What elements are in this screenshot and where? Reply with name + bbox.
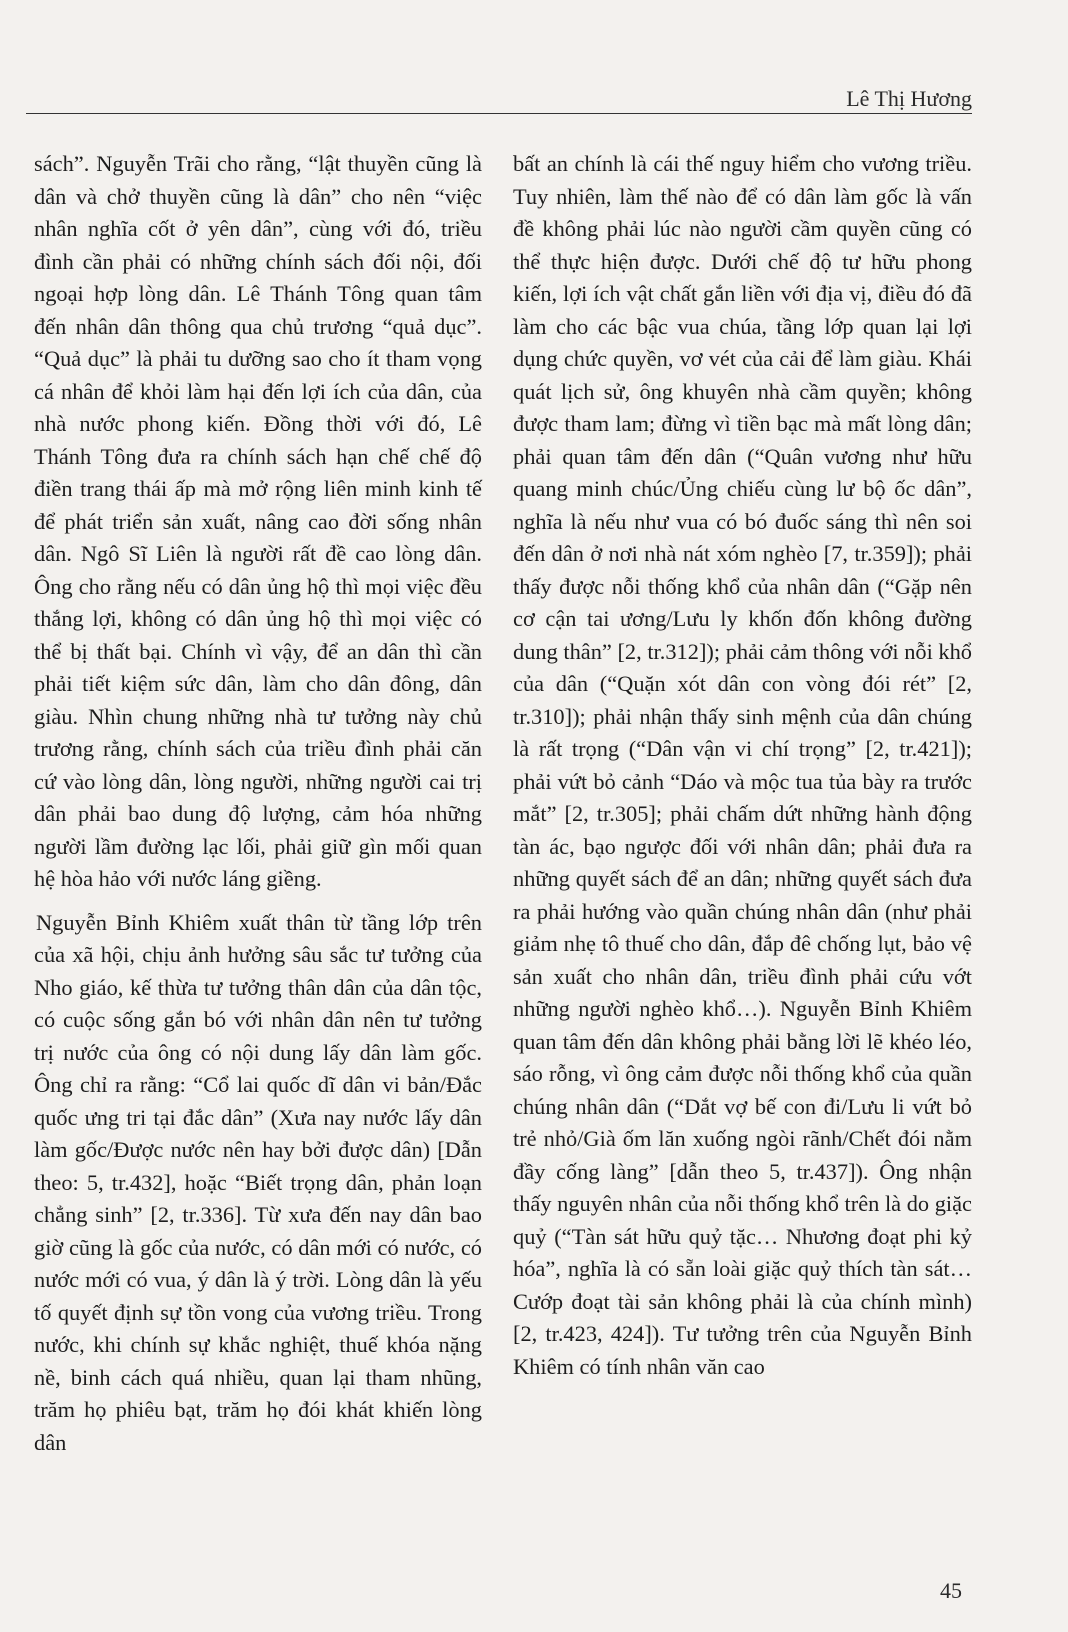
right-paragraph-1: bất an chính là cái thế nguy hiểm cho vương triều. Tuy nhiên, làm thế nào để có dân làm gốc là vấn đề không phải lúc nào người cầm quyền cũng có thể thực hiện được. Dưới chế độ tư hữu phong kiến, lợi ích vật chất gắn liền với địa vị, điều đó đã làm cho các bậc vua chúa, tầng lớp quan lại lợi dụng chức quyền, vơ vét của cải để làm giàu. Khái quát lịch sử, ông khuyên nhà cầm quyền; không được tham lam; đừng vì tiền bạc mà mất lòng dân; phải quan tâm đến dân (“Quân vương như hữu quang minh chúc/Ủng chiếu cùng lư bộ ốc dân”, nghĩa là nếu như vua có bó đuốc sáng thì nên soi đến dân ở nơi nhà nát xóm nghèo [7, tr.359]); phải thấy được nỗi thống khổ của nhân dân (“Gặp nên cơ cận tai ương/Lưu ly khốn đốn không đường dung thân” [2, tr.312]); phải cảm thông với nỗi khổ của dân (“Quặn xót dân con vòng đói rét” [2, tr.310]); phải nhận thấy sinh mệnh của dân chúng là rất trọng (“Dân vận vi chí trọng” [2, tr.421]); phải vứt bỏ cảnh “Dáo và mộc tua tủa bày ra trước mắt” [2, tr.305]; phải chấm dứt những hành động tàn ác, bạo ngược đối với nhân dân; phải đưa ra những quyết sách để an dân; những quyết sách đưa ra phải hướng vào quần chúng nhân dân (như phải giảm nhẹ tô thuế cho dân, đắp đê chống lụt, bảo vệ sản xuất cho nhân dân, triều đình phải cứu vớt những người nghèo khổ…). Nguyễn Bỉnh Khiêm quan tâm đến dân không phải bằng lời lẽ khéo léo, sáo rỗng, vì ông cảm được nỗi thống khổ của quần chúng nhân dân (“Dắt vợ bế con đi/Lưu li vứt bỏ trẻ nhỏ/Già ốm lăn xuống ngòi rãnh/Chết đói nằm đầy cống làng” [dẫn theo 5, tr.437]). Ông nhận thấy nguyên nhân của nỗi thống khổ trên là do giặc quỷ (“Tàn sát hữu quỷ tặc… Nhương đoạt phi kỷ hóa”, nghĩa là có sẵn loài giặc quỷ thích tàn sát… Cướp đoạt tài sản không phải là của chính mình) [2, tr.423, 424]). Tư tưởng trên của Nguyễn Bỉnh Khiêm có tính nhân văn cao — [513, 151, 972, 1379]
left-paragraph-2: Nguyễn Bỉnh Khiêm xuất thân từ tầng lớp trên của xã hội, chịu ảnh hưởng sâu sắc tư tưởng của Nho giáo, kế thừa tư tưởng thân dân của dân tộc, có cuộc sống gắn bó với nhân dân nên tư tưởng trị nước của ông có nội dung lấy dân làm gốc. Ông chỉ ra rằng: “Cổ lai quốc dĩ dân vi bản/Đắc quốc ưng tri tại đắc dân” (Xưa nay nước lấy dân làm gốc/Được nước nên hay bởi được dân) [Dẫn theo: 5, tr.432], hoặc “Biết trọng dân, phản loạn chẳng sinh” [2, tr.336]. Từ xưa đến nay dân bao giờ cũng là gốc của nước, có dân mới có nước, có nước mới có vua, ý dân là ý trời. Lòng dân là yếu tố quyết định sự tồn vong của vương triều. Trong nước, khi chính sự khắc nghiệt, thuế khóa nặng nề, binh cách quá nhiều, quan lại tham nhũng, trăm họ phiêu bạt, trăm họ đói khát khiến lòng dân — [34, 909, 482, 1455]
page-number: 45 — [940, 1578, 962, 1603]
header-divider — [26, 113, 972, 114]
left-paragraph-1: sách”. Nguyễn Trãi cho rằng, “lật thuyền cũng là dân và chở thuyền cũng là dân” cho nên “việc nhân nghĩa cốt ở yên dân”, cùng với đó, triều đình cần phải có những chính sách đối nội, đối ngoại hợp lòng dân. Lê Thánh Tông quan tâm đến nhân dân thông qua chủ trương “quả dục”. “Quả dục” là phải tu dưỡng sao cho ít tham vọng cá nhân để khỏi làm hại đến lợi ích của dân, của nhà nước phong kiến. Đồng thời với đó, Lê Thánh Tông đưa ra chính sách hạn chế chế độ điền trang thái ấp mà mở rộng liên minh kinh tế để phát triển sản xuất, nâng cao đời sống nhân dân. Ngô Sĩ Liên là người rất đề cao lòng dân. Ông cho rằng nếu có dân ủng hộ thì mọi việc đều thắng lợi, không có dân ủng hộ thì mọi việc có thể bị thất bại. Chính vì vậy, để an dân thì cần phải tiết kiệm sức dân, làm cho dân đông, dân giàu. Nhìn chung những nhà tư tưởng này chủ trương rằng, chính sách của triều đình phải căn cứ vào lòng dân, lòng người, những người cai trị dân phải bao dung độ lượng, cảm hóa những người lầm đường lạc lối, phải giữ gìn mối quan hệ hòa hảo với nước láng giềng. — [34, 151, 482, 891]
right-text-column — [513, 148, 972, 1383]
running-header-author: Lê Thị Hương — [846, 86, 972, 111]
left-text-column — [34, 148, 482, 1459]
